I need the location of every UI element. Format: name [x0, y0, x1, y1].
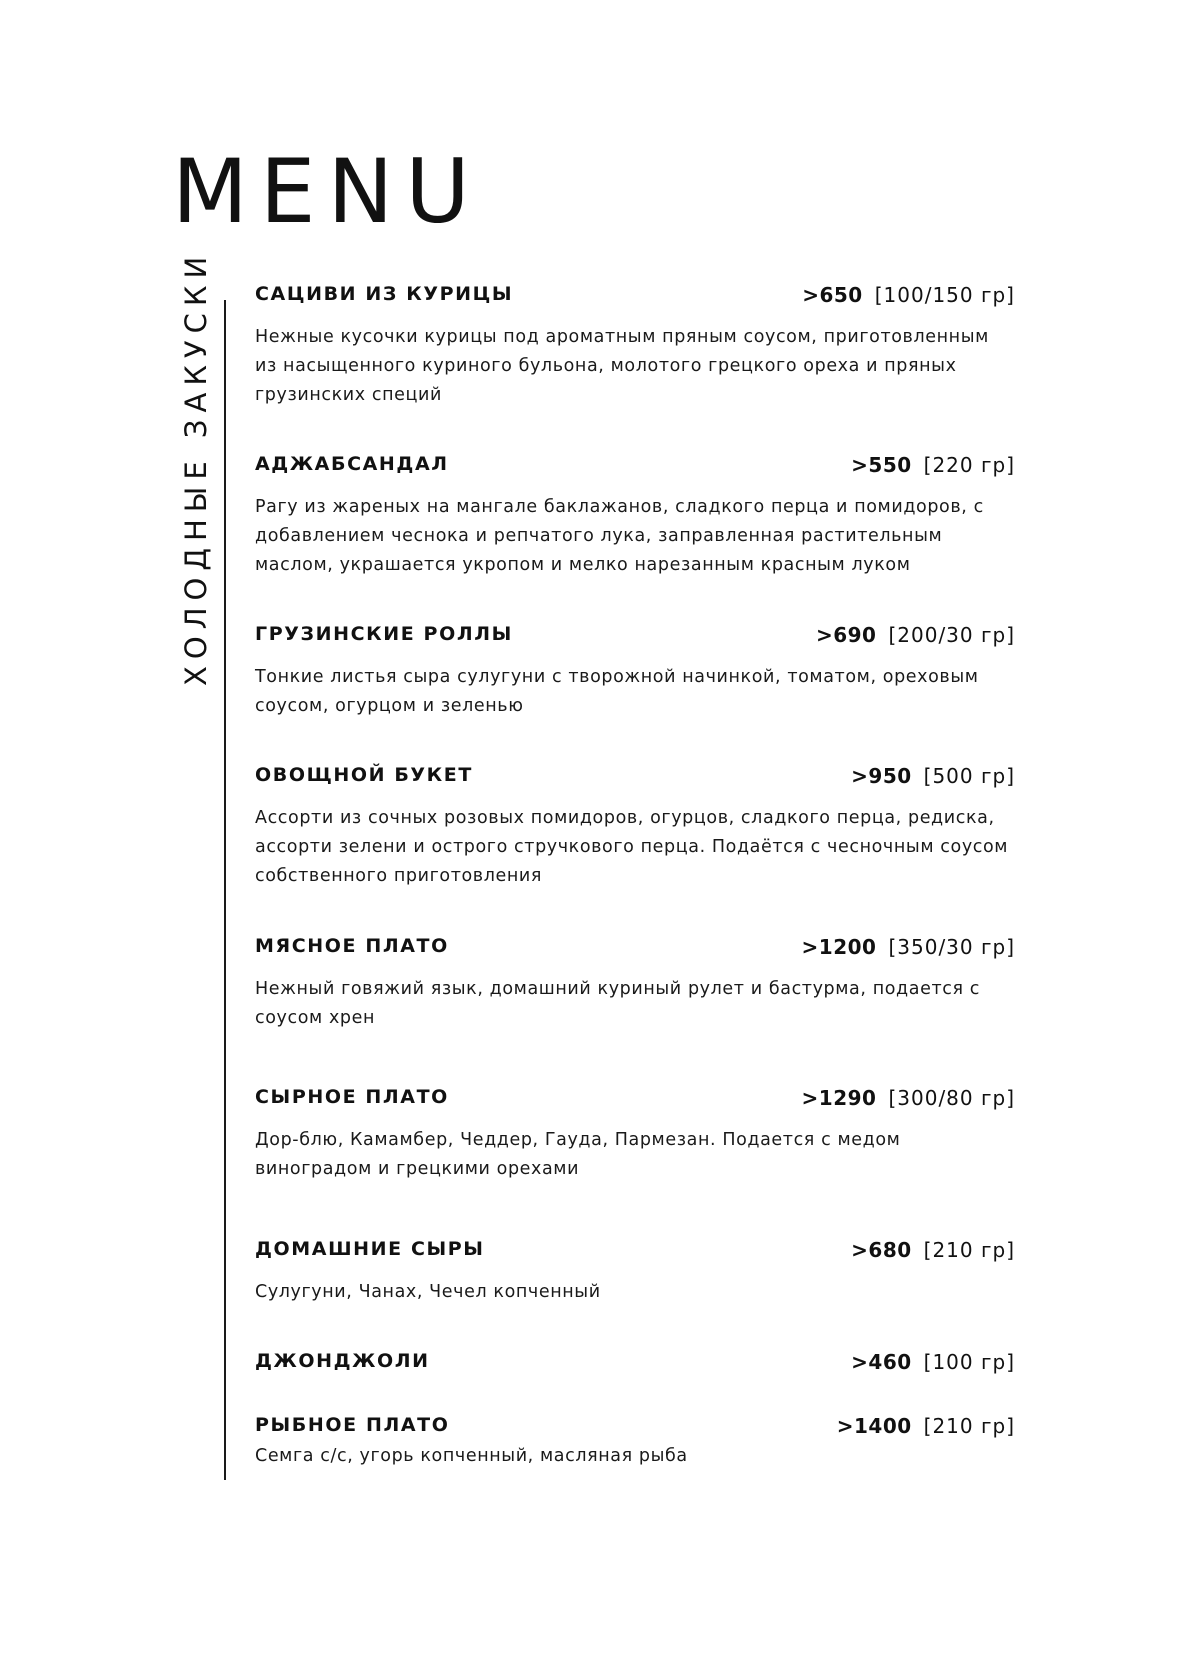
dish-item: [255, 1238, 1015, 1307]
dish-description: Тонкие листья сыра сулугуни с творожной начинкой, томатом, ореховым соусом, огурцом и зеленью: [255, 667, 979, 716]
dish-price: >1400: [836, 1414, 912, 1438]
dish-meta: [802, 1086, 1015, 1110]
dish-header: [255, 623, 1015, 649]
dish-name: ДЖОНДЖОЛИ: [255, 1350, 430, 1372]
dish-weight: [500 гр]: [923, 764, 1015, 788]
dish-item: [255, 283, 1015, 410]
dish-description: Нежные кусочки курицы под ароматным пряным соусом, приготовленным из насыщенного куриного бульона, молотого грецкого ореха и пряных грузинских специй: [255, 327, 989, 405]
dish-name: МЯСНОЕ ПЛАТО: [255, 935, 449, 957]
dish-description: Рагу из жареных на мангале баклажанов, сладкого перца и помидоров, с добавлением чеснока и репчатого лука, заправленная растительным маслом, украшается укропом и мелко нарезанным красным луком: [255, 497, 984, 575]
dish-price: >690: [815, 623, 877, 647]
dish-meta: [851, 1238, 1015, 1262]
dish-header: [255, 1414, 1015, 1440]
dish-item: [255, 764, 1015, 891]
dish-weight: [300/80 гр]: [888, 1086, 1015, 1110]
dish-meta: [851, 1350, 1015, 1374]
page-title: MENU: [172, 140, 482, 243]
dish-description: Нежный говяжий язык, домашний куриный рулет и бастурма, подается с соусом хрен: [255, 979, 980, 1028]
dish-item: [255, 935, 1015, 1033]
dish-weight: [350/30 гр]: [888, 935, 1015, 959]
dish-weight: [220 гр]: [923, 453, 1015, 477]
dish-meta: [802, 283, 1015, 307]
dish-description: Сулугуни, Чанах, Чечел копченный: [255, 1282, 601, 1302]
vertical-divider: [224, 300, 226, 1480]
dish-meta: [837, 1414, 1015, 1438]
dish-header: [255, 283, 1015, 309]
dish-header: [255, 453, 1015, 479]
dish-meta: [851, 764, 1015, 788]
dish-price: >1200: [801, 935, 877, 959]
dish-name: ГРУЗИНСКИЕ РОЛЛЫ: [255, 623, 513, 645]
dish-price: >680: [851, 1238, 912, 1262]
dish-weight: [210 гр]: [923, 1414, 1015, 1438]
dish-meta: [802, 935, 1015, 959]
dish-header: [255, 764, 1015, 790]
dish-meta: [816, 623, 1015, 647]
dish-description: Дор-блю, Камамбер, Чеддер, Гауда, Пармезан. Подается с медом виноградом и грецкими орехами: [255, 1130, 901, 1179]
dish-header: [255, 935, 1015, 961]
dish-weight: [200/30 гр]: [888, 623, 1015, 647]
dish-price: >950: [851, 764, 912, 788]
dish-name: РЫБНОЕ ПЛАТО: [255, 1414, 450, 1436]
dish-price: >460: [851, 1350, 912, 1374]
dish-item: [255, 623, 1015, 721]
dish-item: [255, 1414, 1015, 1471]
dish-price: >550: [851, 453, 912, 477]
dish-weight: [100/150 гр]: [874, 283, 1015, 307]
section-label: ХОЛОДНЫЕ ЗАКУСКИ: [179, 249, 213, 686]
dish-name: СЫРНОЕ ПЛАТО: [255, 1086, 449, 1108]
dish-price: >1290: [801, 1086, 877, 1110]
dish-weight: [100 гр]: [923, 1350, 1015, 1374]
dish-header: [255, 1086, 1015, 1112]
dish-name: САЦИВИ ИЗ КУРИЦЫ: [255, 283, 514, 305]
dish-name: АДЖАБСАНДАЛ: [255, 453, 449, 475]
dish-weight: [210 гр]: [923, 1238, 1015, 1262]
dish-price: >650: [802, 283, 863, 307]
dish-name: ОВОЩНОЙ БУКЕТ: [255, 764, 473, 786]
dish-meta: [851, 453, 1015, 477]
dish-name: ДОМАШНИЕ СЫРЫ: [255, 1238, 485, 1260]
dish-header: [255, 1350, 1015, 1376]
dish-description: Ассорти из сочных розовых помидоров, огурцов, сладкого перца, редиска, ассорти зелени и острого стручкового перца. Подаётся с чесночным соусом собственного приготовления: [255, 808, 1009, 886]
dish-item: [255, 1086, 1015, 1184]
dish-description: Семга с/с, угорь копченный, масляная рыба: [255, 1446, 688, 1466]
dish-item: [255, 453, 1015, 580]
dish-header: [255, 1238, 1015, 1264]
dish-item: [255, 1350, 1015, 1376]
